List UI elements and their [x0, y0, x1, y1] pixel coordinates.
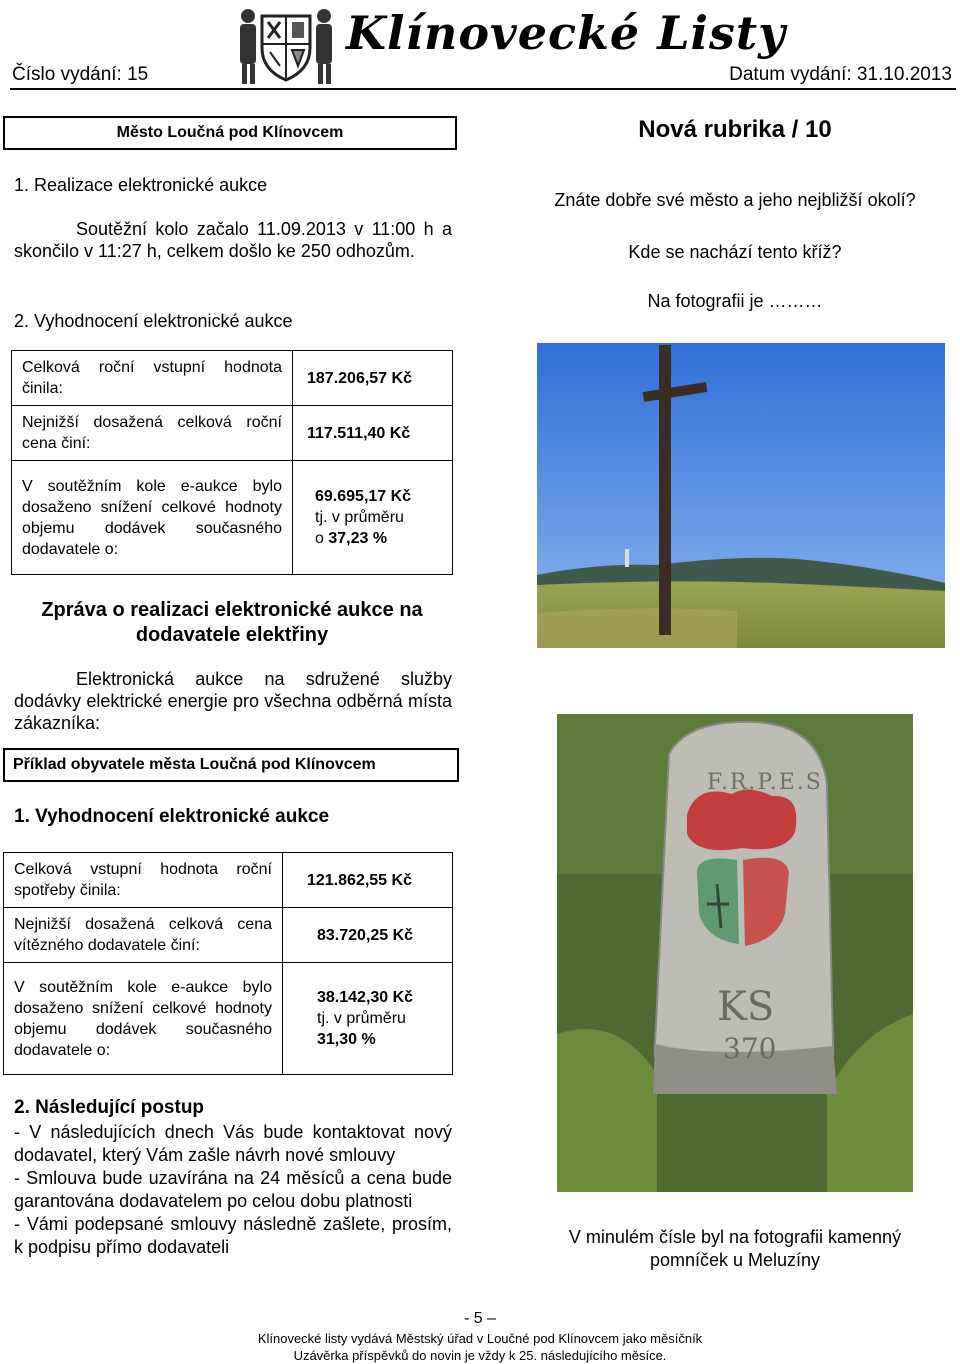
report-text: Elektronická aukce na sdružené služby dodávky elektrické energie pro všechna odběrná místa zákazníka: — [14, 669, 452, 733]
quiz-question-1: Znáte dobře své město a jeho nejbližší okolí? — [554, 190, 916, 210]
table-label: V soutěžním kole e-aukce bylo dosaženo snížení celkové hodnoty objemu dodávek současného dodavatele o: — [4, 963, 283, 1075]
footer-deadline: Uzávěrka příspěvků do novin je vždy k 25. následujícího měsíce. — [293, 1348, 667, 1363]
table-row — [12, 351, 453, 406]
savings-percent: 37,23 % — [328, 530, 388, 547]
town-box — [3, 116, 457, 150]
stone-inscription-top: F.R.P.E.S — [707, 770, 823, 795]
town-crest-logo — [230, 2, 342, 88]
town-results-table — [11, 350, 453, 575]
table-value: 187.206,57 Kč — [293, 351, 453, 406]
steps-list — [14, 1121, 452, 1259]
auction-round-text: Soutěžní kolo začalo 11.09.2013 v 11:00 h a skončilo v 11:27 h, celkem došlo ke 250 odhozům. — [14, 219, 452, 261]
table-value: 121.862,55 Kč — [283, 853, 453, 908]
table-row — [4, 963, 453, 1075]
savings-amount: 69.695,17 Kč — [315, 488, 412, 505]
table-label: Celková vstupní hodnota roční spotřeby činila: — [4, 853, 283, 908]
list-item: - Smlouva bude uzavírána na 24 měsíců a cena bude garantována dodavatelem po celou dobu platnosti — [14, 1168, 452, 1211]
stone-monument-photo — [557, 714, 913, 1192]
savings-prefix: o — [315, 530, 329, 547]
issue-date: Datum vydání: 31.10.2013 — [729, 64, 952, 85]
table-value: 117.511,40 Kč — [293, 406, 453, 461]
photo-caption: V minulém čísle byl na fotografii kamenný pomníček u Meluzíny — [568, 1227, 902, 1270]
table-label: Nejnižší dosažená celková cena vítězného dodavatele činí: — [4, 908, 283, 963]
list-item: - Vámi podepsané smlouvy následně zašlete, prosím, k podpisu přímo dodavateli — [14, 1214, 452, 1257]
table-row — [12, 461, 453, 575]
table-row — [4, 853, 453, 908]
section-heading-vyhodnoceni-2: 1. Vyhodnocení elektronické aukce — [14, 806, 330, 827]
table-row — [4, 908, 453, 963]
issue-number: Číslo vydání: 15 — [12, 64, 149, 85]
section-heading-vyhodnoceni: 2. Vyhodnocení elektronické aukce — [14, 311, 293, 331]
report-title: Zpráva o realizaci elektronické aukce na dodavatele elektřiny — [41, 599, 423, 646]
savings-average-label: tj. v průměru — [317, 1010, 406, 1027]
table-row — [12, 406, 453, 461]
quiz-question-3: Na fotografii je ……… — [647, 291, 823, 311]
cross-photo — [537, 343, 945, 648]
list-item: - V následujících dnech Vás bude kontaktovat nový dodavatel, který Vám zašle návrh nové smlouvy — [14, 1122, 452, 1165]
table-value-savings — [293, 461, 453, 575]
table-value: 83.720,25 Kč — [283, 908, 453, 963]
rubric-title: Nová rubrika / 10 — [638, 116, 832, 143]
savings-average-label: tj. v průměru — [315, 509, 404, 526]
table-label: Nejnižší dosažená celková roční cena činí: — [12, 406, 293, 461]
section-heading-postup: 2. Následující postup — [14, 1097, 205, 1118]
table-label: V soutěžním kole e-aukce bylo dosaženo snížení celkové hodnoty objemu dodávek současného dodavatele o: — [12, 461, 293, 575]
page-number: - 5 – — [463, 1310, 496, 1327]
header-rule — [10, 88, 956, 90]
footer-publisher: Klínovecké listy vydává Městský úřad v Loučné pod Klínovcem jako měsíčník — [257, 1331, 703, 1346]
example-box-label: Příklad obyvatele města Loučná pod Klínovcem — [13, 756, 376, 773]
stone-inscription-initials: KS — [717, 984, 775, 1030]
table-value-savings — [283, 963, 453, 1075]
household-results-table — [3, 852, 453, 1075]
town-box-label: Město Loučná pod Klínovcem — [116, 124, 344, 141]
example-box — [3, 748, 459, 782]
stone-inscription-number: 370 — [723, 1032, 777, 1065]
masthead-title: Klínovecké Listy — [346, 6, 786, 60]
savings-percent: 31,30 % — [317, 1031, 376, 1048]
savings-amount: 38.142,30 Kč — [317, 989, 414, 1006]
table-label: Celková roční vstupní hodnota činila: — [12, 351, 293, 406]
section-heading-realizace: 1. Realizace elektronické aukce — [14, 175, 268, 195]
quiz-question-2: Kde se nachází tento kříž? — [628, 242, 842, 262]
